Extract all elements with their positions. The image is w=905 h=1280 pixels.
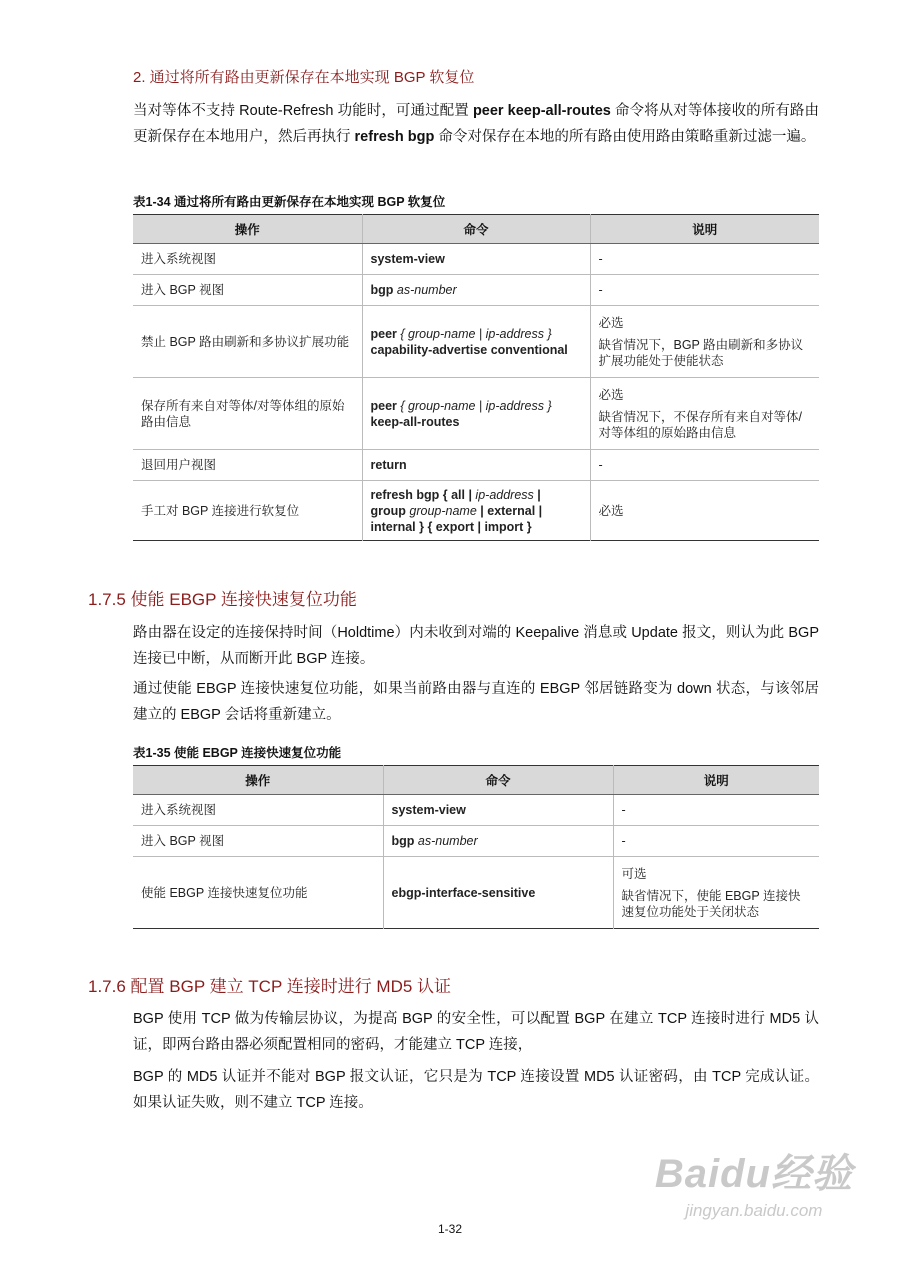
command-argument: ip-address <box>485 326 545 341</box>
description-cell <box>590 306 819 378</box>
note-text: 缺省情况下，不保存所有来自对等体/对等体组的原始路由信息 <box>598 409 802 440</box>
requirement-text: 可选 <box>621 866 647 881</box>
command-keyword: peer <box>370 326 397 341</box>
table1-header-row <box>133 215 819 244</box>
table-row <box>133 244 819 275</box>
command-keyword: keep-all-routes <box>370 414 460 429</box>
page-number: 1-32 <box>438 1222 463 1236</box>
command-keyword: internal } { export | import } <box>370 519 532 534</box>
command-separator: | <box>475 326 486 341</box>
command-keyword: peer <box>370 398 397 413</box>
note-text: 缺省情况下，使能 EBGP 连接快速复位功能处于关闭状态 <box>621 888 801 919</box>
command-brace-close: } <box>544 398 552 413</box>
command-argument: ip-address <box>475 487 534 502</box>
table2-caption: 表1-35 使能 EBGP 连接快速复位功能 <box>133 746 342 760</box>
section-title-1-7-6: 1.7.6 配置 BGP 建立 TCP 连接时进行 MD5 认证 <box>88 977 452 996</box>
description-cell: - <box>590 450 819 481</box>
command-keyword: group <box>370 503 410 518</box>
table2-header-row <box>133 766 819 795</box>
table1-header-command: 命令 <box>362 215 590 244</box>
operation-cell: 手工对 BGP 连接进行软复位 <box>133 481 362 541</box>
operation-cell: 进入 BGP 视图 <box>133 275 362 306</box>
description-cell: - <box>613 826 819 857</box>
table-row <box>133 306 819 378</box>
command-brace-open: { <box>396 326 409 341</box>
operation-cell: 退回用户视图 <box>133 450 362 481</box>
description-cell: - <box>613 795 819 826</box>
command-cell <box>362 275 590 306</box>
section1-paragraph-1: 路由器在设定的连接保持时间（Holdtime）内未收到对端的 Keepalive 消息或 Update 报文，则认为此 BGP 连接已中断，从而断开此 BGP 连接。 <box>133 625 819 667</box>
table2-header-command: 命令 <box>383 766 613 795</box>
watermark-url: jingyan.baidu.com <box>685 1201 823 1220</box>
command-argument: group-name <box>408 326 476 341</box>
command-argument: group-name <box>408 398 476 413</box>
section2-paragraph-2: BGP 的 MD5 认证并不能对 BGP 报文认证，它只是为 TCP 连接设置 MD5 认证密码，由 TCP 完成认证。如果认证失败，则不建立 TCP 连接。 <box>133 1069 819 1111</box>
table-row <box>133 826 819 857</box>
section2-paragraph-1: BGP 使用 TCP 做为传输层协议，为提高 BGP 的安全性，可以配置 BGP 在建立 TCP 连接时进行 MD5 认证，即两台路由器必须配置相同的密码，才能建立 TCP 连接， <box>133 1011 819 1053</box>
command-keyword: refresh bgp { all | <box>370 487 476 502</box>
table-row <box>133 378 819 450</box>
intro-paragraph <box>133 98 819 150</box>
baidu-watermark <box>655 1142 853 1221</box>
command-cell: system-view <box>383 795 613 826</box>
table1-caption: 表1-34 通过将所有路由更新保存在本地实现 BGP 软复位 <box>133 195 446 209</box>
requirement-text: 必选 <box>598 387 624 402</box>
command-argument: as-number <box>417 834 478 848</box>
table-row <box>133 481 819 541</box>
description-cell <box>590 378 819 450</box>
table-row <box>133 795 819 826</box>
table-row <box>133 450 819 481</box>
command-cell: return <box>362 450 590 481</box>
intro-text-1: 当对等体不支持 Route-Refresh 功能时，可通过配置 <box>133 103 473 119</box>
operation-cell: 禁止 BGP 路由刷新和多协议扩展功能 <box>133 306 362 378</box>
description-cell: - <box>590 275 819 306</box>
intro-text-2: 命令将从对等体接收的所有路由更新保存在本地用户，然后再执行 <box>133 103 819 145</box>
command-keyword: bgp <box>370 283 397 297</box>
operation-cell: 进入 BGP 视图 <box>133 826 383 857</box>
command-argument: as-number <box>396 283 457 297</box>
intro-text-3: 命令对保存在本地的所有路由使用路由策略重新过滤一遍。 <box>434 129 816 145</box>
section-title-1-7-5: 1.7.5 使能 EBGP 连接快速复位功能 <box>88 590 357 609</box>
command-argument: ip-address <box>485 398 545 413</box>
command-argument: group-name <box>409 503 477 518</box>
description-cell <box>613 857 819 929</box>
table-row <box>133 857 819 929</box>
command-cell <box>362 306 590 378</box>
command-cell <box>383 826 613 857</box>
note-text: 缺省情况下，BGP 路由刷新和多协议扩展功能处于使能状态 <box>598 337 804 368</box>
section1-paragraph-2: 通过使能 EBGP 连接快速复位功能，如果当前路由器与直连的 EBGP 邻居链路变为 down 状态，与该邻居建立的 EBGP 会话将重新建立。 <box>133 681 819 723</box>
watermark-logo: Baidu经验 <box>654 1152 853 1196</box>
command-cell: ebgp-interface-sensitive <box>383 857 613 929</box>
table2-header-description: 说明 <box>613 766 819 795</box>
table1-header-operation: 操作 <box>133 215 362 244</box>
operation-cell: 进入系统视图 <box>133 795 383 826</box>
intro-command-1: peer keep-all-routes <box>472 103 611 119</box>
command-cell <box>362 481 590 541</box>
operation-cell: 进入系统视图 <box>133 244 362 275</box>
command-brace-close: } <box>544 326 552 341</box>
operation-cell: 保存所有来自对等体/对等体组的原始路由信息 <box>133 378 362 450</box>
operation-cell: 使能 EBGP 连接快速复位功能 <box>133 857 383 929</box>
table2-header-operation: 操作 <box>133 766 383 795</box>
command-keyword: capability-advertise conventional <box>370 342 568 357</box>
command-cell: system-view <box>362 244 590 275</box>
command-separator: | <box>475 398 486 413</box>
description-cell: - <box>590 244 819 275</box>
command-keyword: | external | <box>476 503 543 518</box>
command-brace-open: { <box>396 398 409 413</box>
table-row <box>133 275 819 306</box>
sub-heading: 2. 通过将所有路由更新保存在本地实现 BGP 软复位 <box>133 69 475 86</box>
intro-command-2: refresh bgp <box>354 129 435 145</box>
command-keyword: bgp <box>391 834 418 848</box>
description-cell: 必选 <box>590 481 819 541</box>
table1-header-description: 说明 <box>590 215 819 244</box>
requirement-text: 必选 <box>598 315 624 330</box>
table1 <box>133 214 819 541</box>
table2 <box>133 765 819 929</box>
command-cell <box>362 378 590 450</box>
command-keyword: | <box>533 487 541 502</box>
